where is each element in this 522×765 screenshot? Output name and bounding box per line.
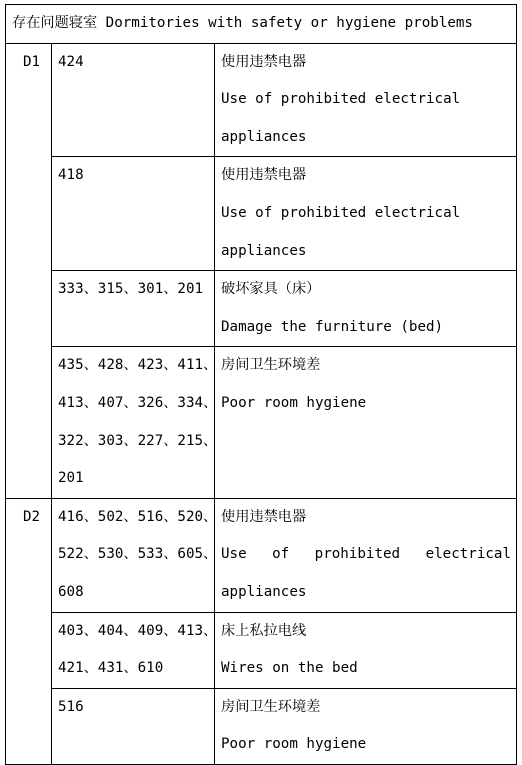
room-line: 424 <box>58 53 84 70</box>
room-line: 418 <box>58 167 84 184</box>
table-header-row <box>6 5 517 44</box>
room-numbers <box>52 157 215 271</box>
room-line: 403、404、409、413、 <box>58 622 218 639</box>
table-row <box>6 271 517 347</box>
problem-en: appliances <box>221 128 307 145</box>
problem-cell <box>215 157 517 271</box>
problem-cn: 房间卫生环境差 <box>221 357 321 374</box>
table-row <box>6 43 517 157</box>
room-numbers <box>52 43 215 157</box>
problem-cn: 房间卫生环境差 <box>221 698 321 715</box>
problem-en: Damage the furniture (bed) <box>221 318 444 335</box>
room-line: 413、407、326、334、 <box>58 394 218 411</box>
room-numbers <box>52 688 215 764</box>
room-numbers <box>52 271 215 347</box>
room-line: 522、530、533、605、 <box>58 546 218 563</box>
block-label-d2: D2 <box>6 498 52 764</box>
room-numbers <box>52 347 218 498</box>
problem-en: appliances <box>221 242 307 259</box>
table-row <box>6 498 517 612</box>
problem-cn: 使用违禁电器 <box>221 167 307 184</box>
problem-cell <box>215 271 517 347</box>
room-line: 608 <box>58 583 84 600</box>
table-row <box>6 157 517 271</box>
table-title: 存在问题寝室 Dormitories with safety or hygiene problems <box>6 5 517 44</box>
room-line: 516 <box>58 698 84 715</box>
problem-cell <box>215 612 517 688</box>
problem-cn: 使用违禁电器 <box>221 53 307 70</box>
table-row <box>6 347 517 498</box>
problem-en: Poor room hygiene <box>221 394 367 411</box>
room-line: 421、431、610 <box>58 660 164 677</box>
room-line: 201 <box>58 470 84 487</box>
room-line: 333、315、301、201 <box>58 281 204 298</box>
problem-en: Use of prohibited electrical <box>221 91 461 108</box>
problem-en: appliances <box>221 583 307 600</box>
problem-en: Wires on the bed <box>221 660 358 677</box>
problem-cn: 破坏家具（床） <box>221 281 321 298</box>
block-label-d1: D1 <box>6 43 52 498</box>
problem-cn: 使用违禁电器 <box>221 508 307 525</box>
dormitory-problems-table <box>5 4 517 765</box>
problem-en: Poor room hygiene <box>221 736 367 753</box>
table-row <box>6 612 517 688</box>
problem-cell <box>215 688 517 764</box>
room-line: 322、303、227、215、 <box>58 432 218 449</box>
room-line: 435、428、423、411、 <box>58 357 218 374</box>
room-numbers <box>52 498 218 612</box>
problem-cn: 床上私拉电线 <box>221 622 307 639</box>
problem-en: Use of prohibited electrical <box>221 546 512 563</box>
problem-cell <box>215 43 517 157</box>
problem-cell <box>215 347 517 498</box>
problem-en: Use of prohibited electrical <box>221 204 461 221</box>
room-line: 416、502、516、520、 <box>58 508 218 525</box>
room-numbers <box>52 612 218 688</box>
table-row <box>6 688 517 764</box>
problem-cell <box>215 498 517 612</box>
